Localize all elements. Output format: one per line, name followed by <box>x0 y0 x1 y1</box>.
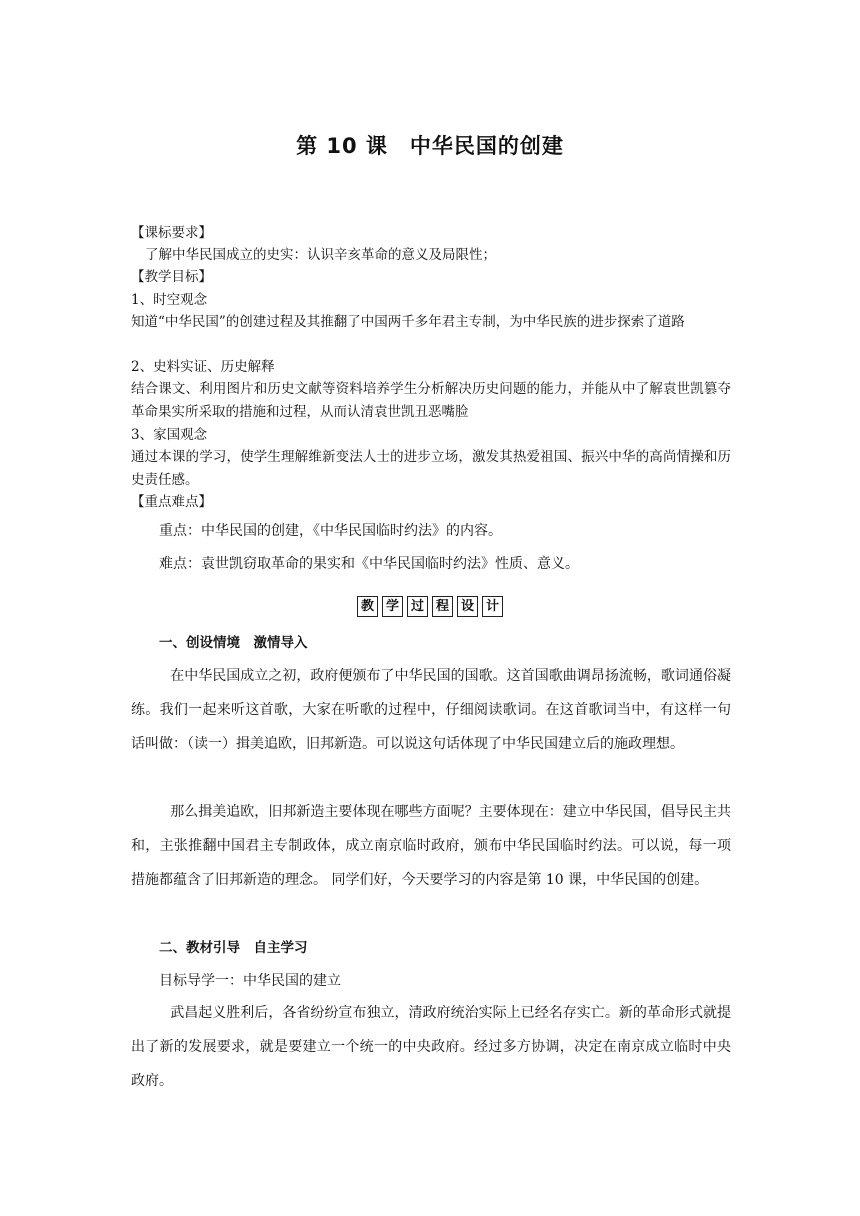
goal2-title: 2、史料实证、历史解释 <box>131 359 275 375</box>
process-char: 教 <box>357 596 378 617</box>
part1-heading: 一、创设情境 激情导入 <box>159 635 308 651</box>
difficult-point: 难点：袁世凯窃取革命的果实和《中华民国临时约法》性质、意义。 <box>159 556 579 572</box>
part1-paragraph-1: 在中华民国成立之初，政府便颁布了中华民国的国歌。这首国歌曲调昂扬流畅，歌词通俗凝练。我们一起来听这首歌，大家在听歌的过程中，仔细阅读歌词。在这首歌词当中，有这样一句话叫做：（读一）揖美追欧，旧邦新造。可以说这句话体现了中华民国建立后的施政理想。 <box>131 668 731 752</box>
standard-text: 了解中华民国成立的史实：认识辛亥革命的意义及局限性； <box>145 247 496 263</box>
key-heading: 【重点难点】 <box>131 494 212 510</box>
part2-heading: 二、教材引导 自主学习 <box>159 940 308 956</box>
goal3-title: 3、家国观念 <box>131 427 208 443</box>
process-char: 计 <box>482 596 503 617</box>
goal1-text: 知道“中华民国”的创建过程及其推翻了中国两千多年君主专制，为中华民族的进步探索了道路 <box>131 314 685 330</box>
goal2-text: 结合课文、利用图片和历史文献等资料培养学生分析解决历史问题的能力，并能从中了解袁世凯篡夺革命果实所采取的措施和过程，从而认清袁世凯丑恶嘴脸 <box>131 381 731 420</box>
part2-paragraph: 武昌起义胜利后，各省纷纷宣布独立，清政府统治实际上已经名存实亡。新的革命形式就提出了新的发展要求，就是要建立一个统一的中央政府。经过多方协调，决定在南京成立临时中央政府。 <box>131 1005 731 1089</box>
standard-heading: 【课标要求】 <box>131 225 212 241</box>
page-title: 第 10 课 中华民国的创建 <box>296 134 564 158</box>
goals-heading: 【教学目标】 <box>131 269 212 285</box>
process-char: 过 <box>407 596 428 617</box>
teaching-process-title <box>0 595 860 617</box>
process-char: 程 <box>432 596 453 617</box>
process-char: 设 <box>457 596 478 617</box>
process-char: 学 <box>382 596 403 617</box>
part2-subheading: 目标导学一：中华民国的建立 <box>159 973 341 989</box>
goal3-text: 通过本课的学习，使学生理解维新变法人士的进步立场，激发其热爱祖国、振兴中华的高尚情操和历史责任感。 <box>131 449 731 488</box>
part1-paragraph-2: 那么揖美追欧，旧邦新造主要体现在哪些方面呢？主要体现在：建立中华民国，倡导民主共和，主张推翻中国君主专制政体，成立南京临时政府，颁布中华民国临时约法。可以说，每一项措施都蕴含了旧邦新造的理念。 同学们好，今天要学习的内容是第 10 课，中华民国的创建。 <box>131 804 731 888</box>
key-point: 重点：中华民国的创建，《中华民国临时约法》的内容。 <box>159 523 502 539</box>
goal1-title: 1、时空观念 <box>131 292 208 308</box>
